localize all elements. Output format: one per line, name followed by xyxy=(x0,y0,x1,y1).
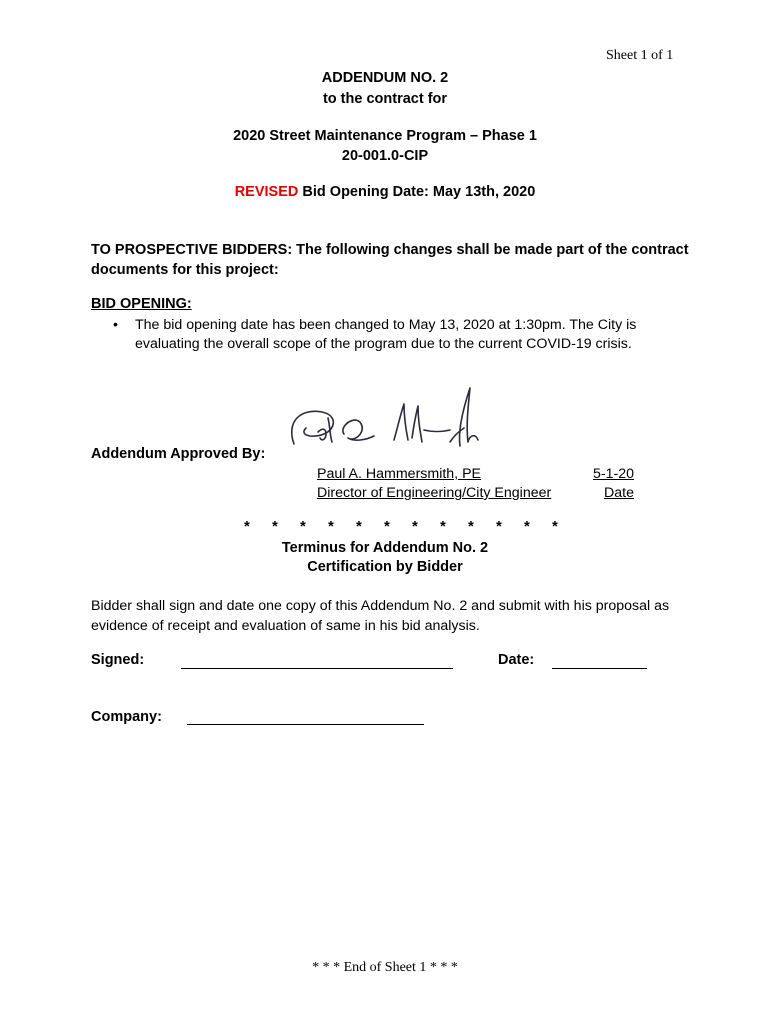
addendum-title: ADDENDUM NO. 2 xyxy=(321,70,449,86)
sheet-number: Sheet 1 of 1 xyxy=(606,48,674,63)
bid-opening-date-text: Bid Opening Date: May 13th, 2020 xyxy=(298,184,536,200)
project-number: 20-001.0-CIP xyxy=(341,148,429,164)
addendum-subtitle: to the contract for xyxy=(322,91,448,107)
approver-name: Paul A. Hammersmith, PE xyxy=(317,466,481,482)
revised-label: REVISED xyxy=(234,184,299,200)
end-of-sheet: * * * End of Sheet 1 * * * xyxy=(312,960,458,975)
terminus-heading: Terminus for Addendum No. 2 xyxy=(281,540,489,556)
signed-label: Signed: xyxy=(91,652,145,668)
approved-by-label: Addendum Approved By: xyxy=(91,446,266,462)
bid-opening-item-text: The bid opening date has been changed to May 13, 2020 at 1:30pm. The City is evaluating the overall scope of the program due to the current COVID-19 crisis. xyxy=(135,317,637,352)
approver-position: Director of Engineering/City Engineer xyxy=(317,485,552,501)
company-field[interactable] xyxy=(187,724,424,725)
bid-opening-date xyxy=(0,184,770,200)
handwritten-signature xyxy=(282,382,482,464)
date-field[interactable] xyxy=(552,668,647,669)
asterisk-divider: * * * * * * * * * * * * xyxy=(244,518,564,535)
bid-opening-list-item xyxy=(113,316,693,354)
approval-date-value: 5-1-20 xyxy=(592,466,634,482)
bid-opening-heading: BID OPENING: xyxy=(91,296,192,312)
intro-paragraph: TO PROSPECTIVE BIDDERS: The following changes shall be made part of the contract documents for this project: xyxy=(91,242,689,278)
approval-date-label: Date xyxy=(604,485,634,501)
certification-heading: Certification by Bidder xyxy=(307,559,463,575)
project-name: 2020 Street Maintenance Program – Phase 1 xyxy=(233,128,537,144)
company-label: Company: xyxy=(91,709,162,725)
bullet-icon: • xyxy=(113,317,118,333)
date-field-label: Date: xyxy=(498,652,535,668)
signature-field[interactable] xyxy=(181,668,453,669)
certification-paragraph: Bidder shall sign and date one copy of this Addendum No. 2 and submit with his proposal as evidence of receipt and evaluation of same in his bid analysis. xyxy=(91,598,670,634)
